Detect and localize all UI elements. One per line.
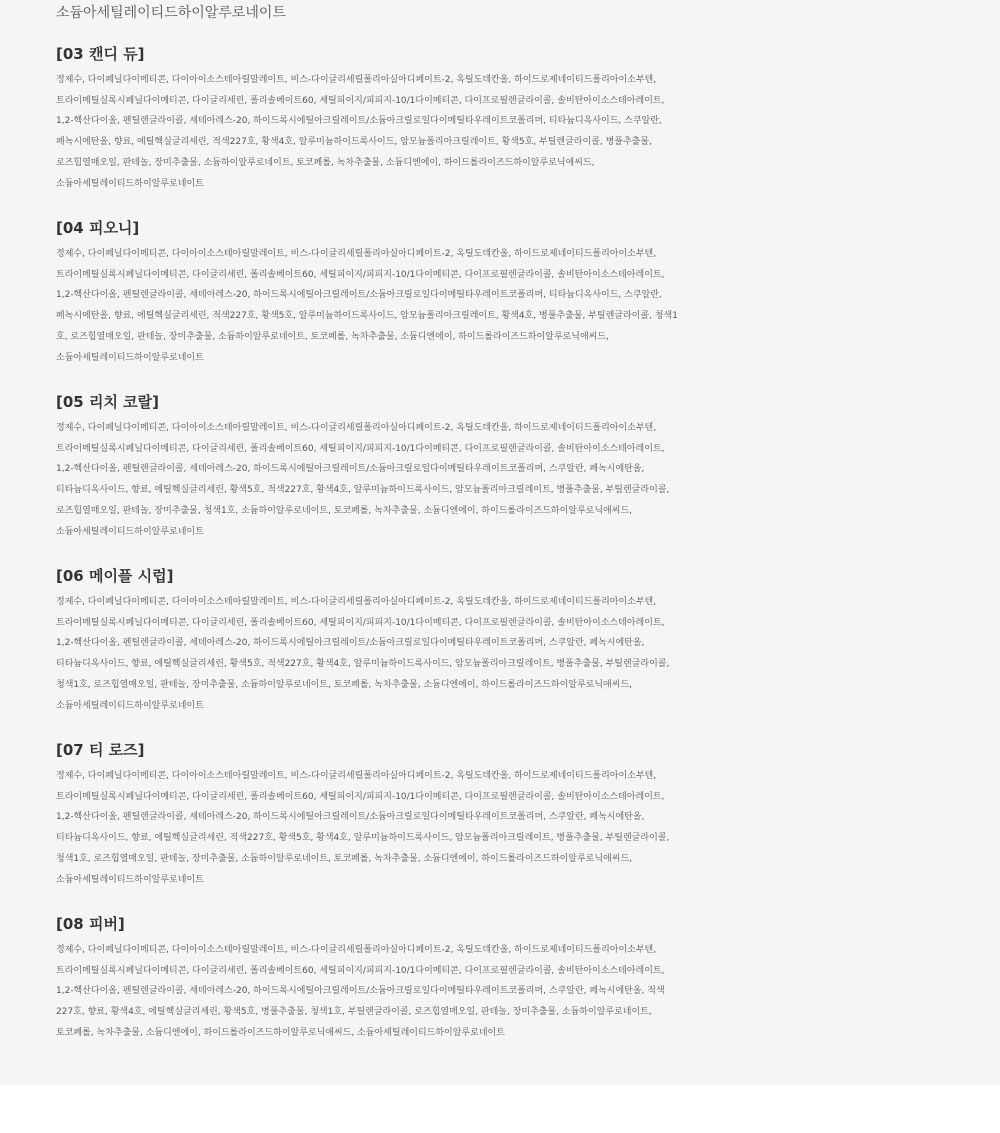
ingredient-line: 티타늄디옥사이드, 향료, 에틸헥실글리세린, 황색5호, 적색227호, 황색4호, 알루미늄하이드록사이드, 암모늄폴리아크릴레이트, 병풀추출물, 부틸렌글라이콜, xyxy=(56,485,670,496)
shade-section xyxy=(56,566,946,716)
shade-title: [07 티 로즈] xyxy=(56,741,145,759)
ingredient-line: 1,2-헥산다이올, 펜틸렌글라이콜, 세테아레스-20, 하이드록시에틸아크릴레이트/소듐아크릴로일다이메틸타우레이트코폴리머, 스쿠알란, 페녹시에탄올, xyxy=(56,638,645,649)
ingredient-line: 페녹시에탄올, 향료, 에틸헥실글리세린, 적색227호, 황색4호, 알루미늄하이드록사이드, 암모늄폴리아크릴레이트, 황색5호, 부틸렌글라이콜, 병풀추출물, xyxy=(56,137,652,148)
ingredient-list xyxy=(56,592,946,716)
ingredient-line: 로즈힙열매오일, 판테놀, 장미추출물, 소듐하이알루로네이트, 토코페롤, 녹차추출물, 소듐디엔에이, 하이드롤라이즈드하이알루로닉애씨드, xyxy=(56,157,595,168)
shade-title: [04 피오니] xyxy=(56,219,140,237)
shade-section xyxy=(56,44,946,194)
ingredient-line: 트라이메틸실록시페닐다이메티콘, 다이글리세린, 폴리솔베이트60, 세틸피이지/피피지-10/1다이메티콘, 다이프로필렌글라이콜, 솔비탄아이소스테아레이트, xyxy=(56,269,665,280)
ingredient-list xyxy=(56,418,946,542)
shade-section xyxy=(56,392,946,542)
ingredient-line: 1,2-헥산다이올, 펜틸렌글라이콜, 세테아레스-20, 하이드록시에틸아크릴레이트/소듐아크릴로일다이메틸타우레이트코폴리머, 티타늄디옥사이드, 스쿠알란, xyxy=(56,290,662,301)
ingredient-list xyxy=(56,70,946,194)
ingredient-line: 1,2-헥산다이올, 펜틸렌글라이콜, 세테아레스-20, 하이드록시에틸아크릴레이트/소듐아크릴로일다이메틸타우레이트코폴리머, 스쿠알란, 페녹시에탄올, xyxy=(56,812,645,823)
shade-title: [03 캔디 듀] xyxy=(56,45,145,63)
ingredient-line: 트라이메틸실록시페닐다이메티콘, 다이글리세린, 폴리솔베이트60, 세틸피이지/피피지-10/1다이메티콘, 다이프로필렌글라이콜, 솔비탄아이소스테아레이트, xyxy=(56,95,665,106)
ingredient-line: 정제수, 다이페닐다이메티콘, 다이아이소스테아릴말레이트, 비스-다이글리세릴폴리아실아디페이트-2, 옥틸도데칸올, 하이드로제네이티드폴리아이소부텐, xyxy=(56,75,657,85)
ingredient-line: 정제수, 다이페닐다이메티콘, 다이아이소스테아릴말레이트, 비스-다이글리세릴폴리아실아디페이트-2, 옥틸도데칸올, 하이드로제네이티드폴리아이소부텐, xyxy=(56,945,657,955)
ingredient-line: 로즈힙열매오일, 판테놀, 장미추출물, 청색1호, 소듐하이알루로네이트, 토코페롤, 녹차추출물, 소듐디엔에이, 하이드롤라이즈드하이알루로닉애씨드, xyxy=(56,505,633,516)
ingredient-line: 티타늄디옥사이드, 향료, 에틸헥실글리세린, 황색5호, 적색227호, 황색4호, 알루미늄하이드록사이드, 암모늄폴리아크릴레이트, 병풀추출물, 부틸렌글라이콜, xyxy=(56,659,670,670)
ingredient-line: 소듐아세틸레이티드하이알루로네이트 xyxy=(56,5,286,21)
ingredient-line: 페녹시에탄올, 향료, 에틸헥실글리세린, 적색227호, 황색5호, 알루미늄하이드록사이드, 암모늄폴리아크릴레이트, 황색4호, 병풀추출물, 부틸렌글라이콜, 청색1 xyxy=(56,311,678,322)
ingredient-line: 트라이메틸실록시페닐다이메티콘, 다이글리세린, 폴리솔베이트60, 세틸피이지/피피지-10/1다이메티콘, 다이프로필렌글라이콜, 솔비탄아이소스테아레이트, xyxy=(56,617,665,628)
ingredient-line: 정제수, 다이페닐다이메티콘, 다이아이소스테아릴말레이트, 비스-다이글리세릴폴리아실아디페이트-2, 옥틸도데칸올, 하이드로제네이티드폴리아이소부텐, xyxy=(56,771,657,781)
ingredient-line: 227호, 향료, 황색4호, 에틸헥실글리세린, 황색5호, 병풀추출물, 청색1호, 부틸렌글라이콜, 로즈힙열매오일, 판테놀, 장미추출물, 소듐하이알루로네이트, xyxy=(56,1007,652,1018)
ingredient-line: 토코페롤, 녹차추출물, 소듐디엔에이, 하이드롤라이즈드하이알루로닉애씨드, 소듐아세틸레이티드하이알루로네이트 xyxy=(56,1027,505,1038)
ingredient-line: 소듐아세틸레이티드하이알루로네이트 xyxy=(56,526,204,537)
ingredient-line: 티타늄디옥사이드, 향료, 에틸헥실글리세린, 적색227호, 황색5호, 황색4호, 알루미늄하이드록사이드, 암모늄폴리아크릴레이트, 병풀추출물, 부틸렌글라이콜, xyxy=(56,833,670,844)
ingredient-line: 트라이메틸실록시페닐다이메티콘, 다이글리세린, 폴리솔베이트60, 세틸피이지/피피지-10/1다이메티콘, 다이프로필렌글라이콜, 솔비탄아이소스테아레이트, xyxy=(56,965,665,976)
ingredient-line: 호, 로즈힙열매오일, 판테놀, 장미추출물, 소듐하이알루로네이트, 토코페롤, 녹차추출물, 소듐디엔에이, 하이드롤라이즈드하이알루로닉애씨드, xyxy=(56,331,609,342)
ingredient-line: 트라이메틸실록시페닐다이메티콘, 다이글리세린, 폴리솔베이트60, 세틸피이지/피피지-10/1다이메티콘, 다이프로필렌글라이콜, 솔비탄아이소스테아레이트, xyxy=(56,791,665,802)
ingredient-line: 소듐아세틸레이티드하이알루로네이트 xyxy=(56,352,204,363)
ingredient-line: 소듐아세틸레이티드하이알루로네이트 xyxy=(56,178,204,189)
ingredient-list xyxy=(56,244,946,368)
ingredient-line: 소듐아세틸레이티드하이알루로네이트 xyxy=(56,874,204,885)
ingredient-list xyxy=(56,766,946,890)
ingredient-line: 트라이메틸실록시페닐다이메티콘, 다이글리세린, 폴리솔베이트60, 세틸피이지/피피지-10/1다이메티콘, 다이프로필렌글라이콜, 솔비탄아이소스테아레이트, xyxy=(56,443,665,454)
ingredient-line: 정제수, 다이페닐다이메티콘, 다이아이소스테아릴말레이트, 비스-다이글리세릴폴리아실아디페이트-2, 옥틸도데칸올, 하이드로제네이티드폴리아이소부텐, xyxy=(56,597,657,607)
shade-title: [08 피버] xyxy=(56,915,125,933)
ingredient-line: 소듐아세틸레이티드하이알루로네이트 xyxy=(56,700,204,711)
ingredient-line: 정제수, 다이페닐다이메티콘, 다이아이소스테아릴말레이트, 비스-다이글리세릴폴리아실아디페이트-2, 옥틸도데칸올, 하이드로제네이티드폴리아이소부텐, xyxy=(56,423,657,433)
ingredient-line: 1,2-헥산다이올, 펜틸렌글라이콜, 세테아레스-20, 하이드록시에틸아크릴레이트/소듐아크릴로일다이메틸타우레이트코폴리머, 티타늄디옥사이드, 스쿠알란, xyxy=(56,116,662,127)
shade-section xyxy=(56,218,946,368)
ingredient-line: 1,2-헥산다이올, 펜틸렌글라이콜, 세테아레스-20, 하이드록시에틸아크릴레이트/소듐아크릴로일다이메틸타우레이트코폴리머, 스쿠알란, 페녹시에탄올, xyxy=(56,464,645,475)
ingredient-line: 청색1호, 로즈힙열매오일, 판테놀, 장미추출물, 소듐하이알루로네이트, 토코페롤, 녹차추출물, 소듐디엔에이, 하이드롤라이즈드하이알루로닉애씨드, xyxy=(56,853,633,864)
shade-section xyxy=(56,914,946,1044)
shade-title: [06 메이플 시럽] xyxy=(56,567,174,585)
ingredient-line: 정제수, 다이페닐다이메티콘, 다이아이소스테아릴말레이트, 비스-다이글리세릴폴리아실아디페이트-2, 옥틸도데칸올, 하이드로제네이티드폴리아이소부텐, xyxy=(56,249,657,259)
shade-section xyxy=(56,740,946,890)
ingredient-list xyxy=(56,940,946,1044)
ingredient-line: 1,2-헥산다이올, 펜틸렌글라이콜, 세테아레스-20, 하이드록시에틸아크릴레이트/소듐아크릴로일다이메틸타우레이트코폴리머, 스쿠알란, 페녹시에탄올, 적색 xyxy=(56,986,665,997)
ingredient-line: 청색1호, 로즈힙열매오일, 판테놀, 장미추출물, 소듐하이알루로네이트, 토코페롤, 녹차추출물, 소듐디엔에이, 하이드롤라이즈드하이알루로닉애씨드, xyxy=(56,679,633,690)
shade-title: [05 리치 코랄] xyxy=(56,393,159,411)
